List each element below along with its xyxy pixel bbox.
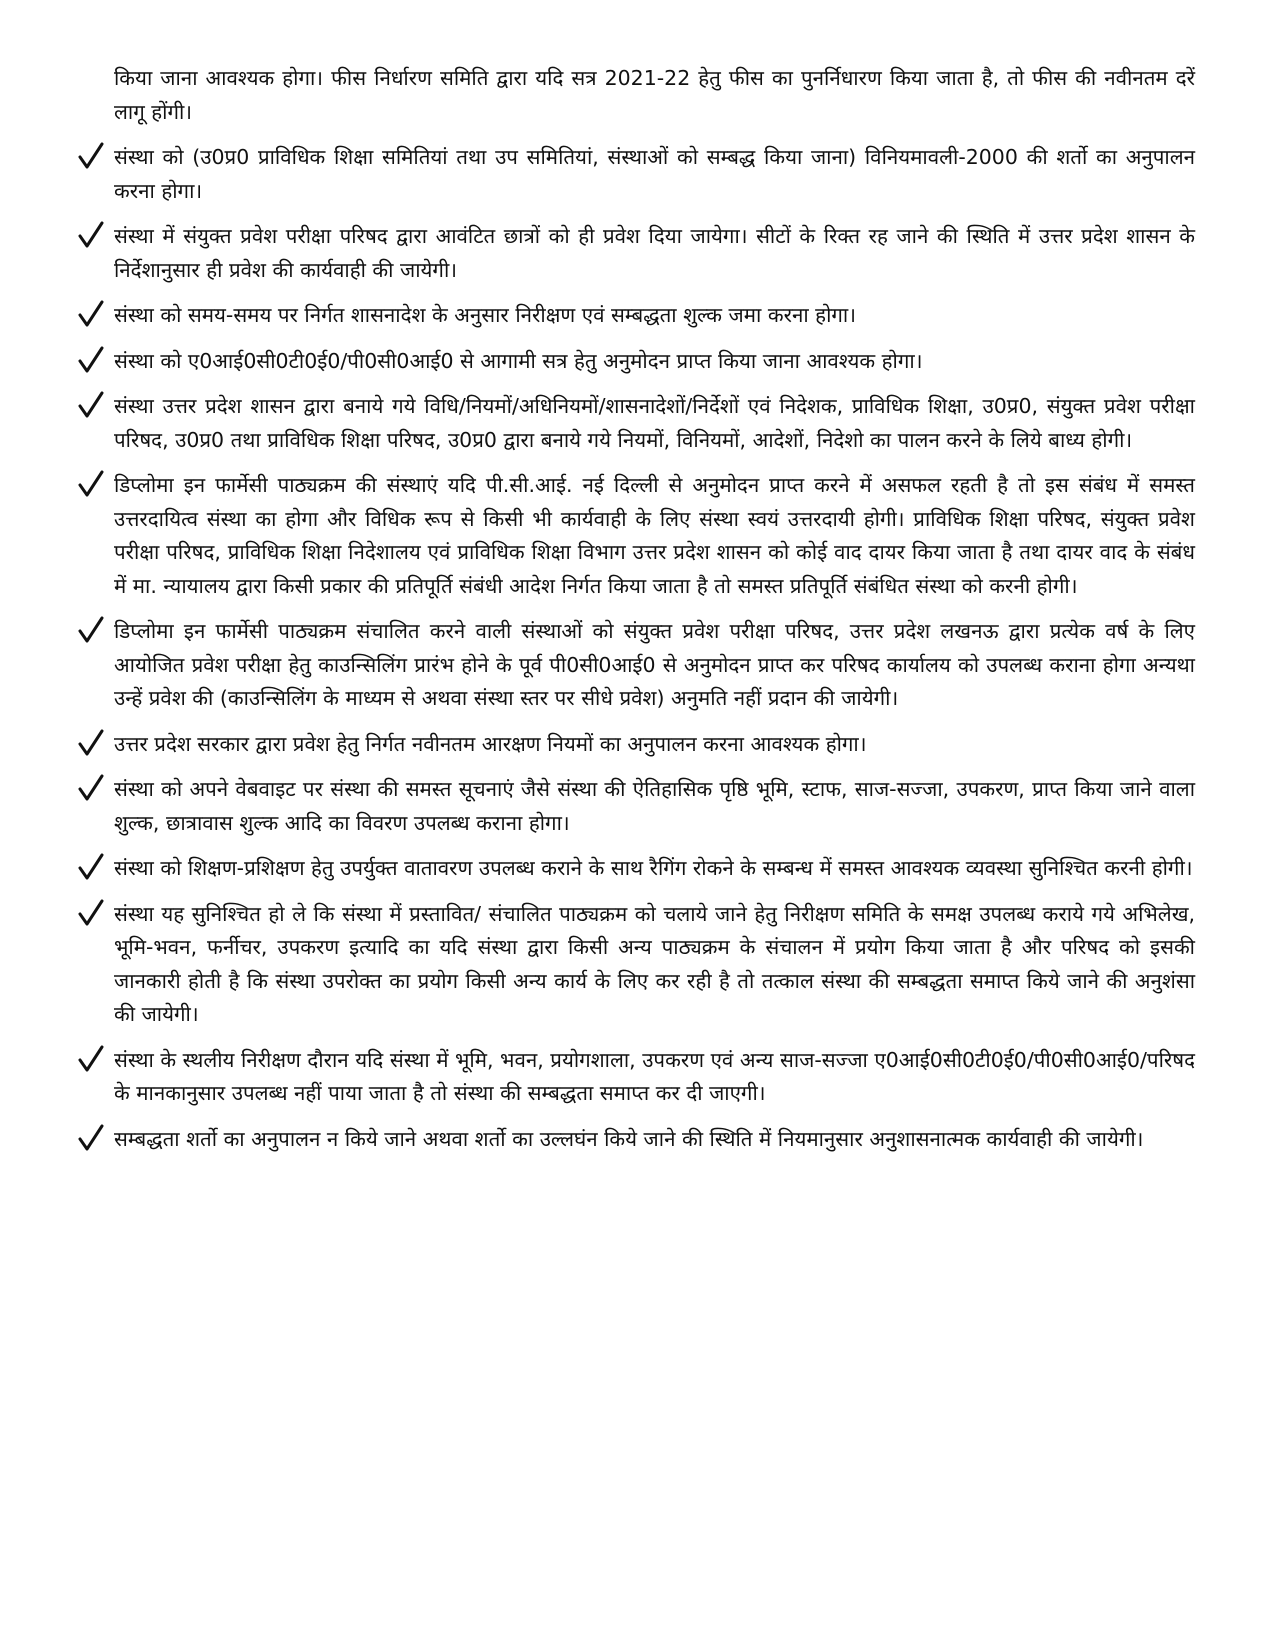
list-item: [78, 220, 1195, 287]
checkmark-icon: [78, 616, 104, 644]
list-item-text: संस्था को शिक्षण-प्रशिक्षण हेतु उपर्युक्त वातावरण उपलब्ध कराने के साथ रैगिंग रोकने के सम्बन्ध में समस्त आवश्यक व्यवस्था सुनिश्चित करनी होगी।: [114, 856, 1193, 880]
list-item: [78, 728, 1195, 762]
checkmark-icon: [78, 1045, 104, 1073]
list-item-text: संस्था में संयुक्त प्रवेश परीक्षा परिषद द्वारा आवंटित छात्रों को ही प्रवेश दिया जायेगा। सीटों के रिक्त रह जाने की स्थिति में उत्तर प्रदेश शासन के निर्देशानुसार ही प्रवेश की कार्यवाही की जायेगी।: [114, 224, 1195, 282]
list-item-text: संस्था को समय-समय पर निर्गत शासनादेश के अनुसार निरीक्षण एवं सम्बद्धता शुल्क जमा करना होगा।: [114, 303, 856, 327]
list-item-text: सम्बद्धता शर्तो का अनुपालन न किये जाने अथवा शर्तो का उल्लघंन किये जाने की स्थिति में नियमानुसार अनुशासनात्मक कार्यवाही की जायेगी।: [114, 1126, 1144, 1151]
list-item: [78, 773, 1195, 840]
list-item: [78, 345, 1195, 379]
list-item: [78, 1123, 1195, 1157]
list-item: [78, 469, 1195, 603]
list-item: [78, 299, 1195, 333]
intro-paragraph: किया जाना आवश्यक होगा। फीस निर्धारण समिति द्वारा यदि सत्र 2021-22 हेतु फीस का पुनर्निधारण किया जाता है, तो फीस की नवीनतम दरें लागू होंगी।: [114, 66, 1195, 124]
checkmark-icon: [78, 221, 104, 249]
list-item-text: डिप्लोमा इन फार्मेसी पाठ्यक्रम संचालित करने वाली संस्थाओं को संयुक्त प्रवेश परीक्षा परिषद, उत्तर प्रदेश लखनऊ द्वारा प्रत्येक वर्ष के लिए आयोजित प्रवेश परीक्षा हेतु काउन्सिलिंग प्रारंभ होने के पूर्व पी0सी0आई0 से अनुमोदन प्राप्त कर परिषद कार्यालय को उपलब्ध कराना होगा अन्यथा उन्हें प्रवेश की (काउन्सिलिंग के माध्यम से अथवा संस्था स्तर पर सीधे प्रवेश) अनुमति नहीं प्रदान की जायेगी।: [114, 619, 1195, 710]
list-item-text: संस्था उत्तर प्रदेश शासन द्वारा बनाये गये विधि/नियमों/अधिनियमों/शासनादेशों/निर्देशों एवं निदेशक, प्राविधिक शिक्षा, उ0प्र0, संयुक्त प्रवेश परीक्षा परिषद, उ0प्र0 तथा प्राविधिक शिक्षा परिषद, उ0प्र0 द्वारा बनाये गये नियमों, विनियमों, आदेशों, निदेशो का पालन करने के लिये बाध्य होगी।: [114, 394, 1195, 452]
list-item-text: उत्तर प्रदेश सरकार द्वारा प्रवेश हेतु निर्गत नवीनतम आरक्षण नियमों का अनुपालन करना आवश्यक होगा।: [114, 731, 867, 756]
checkmark-icon: [78, 470, 104, 498]
checkmark-icon: [78, 899, 104, 927]
checkmark-icon: [78, 300, 104, 328]
list-item-text: संस्था के स्थलीय निरीक्षण दौरान यदि संस्था में भूमि, भवन, प्रयोगशाला, उपकरण एवं अन्य साज-सज्जा ए0आई0सी0टी0ई0/पी0सी0आई0/परिषद के मानकानुसार उपलब्ध नहीं पाया जाता है तो संस्था की सम्बद्धता समाप्त कर दी जाएगी।: [114, 1047, 1195, 1105]
checkmark-icon: [78, 391, 104, 419]
list-item-text: डिप्लोमा इन फार्मेसी पाठ्यक्रम की संस्थाएं यदि पी.सी.आई. नई दिल्ली से अनुमोदन प्राप्त करने में असफल रहती है तो इस संबंध में समस्त उत्तरदायित्व संस्था का होगा और विधिक रूप से किसी भी कार्यवाही के लिए संस्था स्वयं उत्तरदायी होगी। प्राविधिक शिक्षा परिषद, संयुक्त प्रवेश परीक्षा परिषद, प्राविधिक शिक्षा निदेशालय एवं प्राविधिक शिक्षा विभाग उत्तर प्रदेश शासन को कोई वाद दायर किया जाता है तथा दायर वाद के संबंध में मा. न्यायालय द्वारा किसी प्रकार की प्रतिपूर्ति संबंधी आदेश निर्गत किया जाता है तो समस्त प्रतिपूर्ति संबंधित संस्था को करनी होगी।: [114, 473, 1195, 598]
list-item-text: संस्था यह सुनिश्चित हो ले कि संस्था में प्रस्तावित/ संचालित पाठ्यक्रम को चलाये जाने हेतु निरीक्षण समिति के समक्ष उपलब्ध कराये गये अभिलेख, भूमि-भवन, फर्नीचर, उपकरण इत्यादि का यदि संस्था द्वारा किसी अन्य पाठ्यक्रम के संचालन में प्रयोग किया जाता है और परिषद को इसकी जानकारी होती है कि संस्था उपरोक्त का प्रयोग किसी अन्य कार्य के लिए कर रही है तो तत्काल संस्था की सम्बद्धता समाप्त किये जाने की अनुशंसा की जायेगी।: [114, 901, 1195, 1026]
checkmark-icon: [78, 774, 104, 802]
list-item: [78, 141, 1195, 208]
list-item-text: संस्था को (उ0प्र0 प्राविधिक शिक्षा समितियां तथा उप समितियां, संस्थाओं को सम्बद्ध किया जाना) विनियमावली-2000 की शर्तो का अनुपालन करना होगा।: [114, 145, 1195, 203]
checkmark-icon: [78, 729, 104, 757]
list-item: [78, 390, 1195, 457]
checkmark-icon: [78, 853, 104, 881]
list-item: [78, 615, 1195, 716]
checkmark-icon: [78, 346, 104, 374]
list-item: [78, 1044, 1195, 1111]
checkmark-icon: [78, 1124, 104, 1152]
list-item-text: संस्था को अपने वेबवाइट पर संस्था की समस्त सूचनाएं जैसे संस्था की ऐतिहासिक पृष्ठि भूमि, स्टाफ, साज-सज्जा, उपकरण, प्राप्त किया जाने वाला शुल्क, छात्रावास शुल्क आदि का विवरण उपलब्ध कराना होगा।: [114, 777, 1195, 835]
list-item: [78, 852, 1195, 886]
checkmark-icon: [78, 142, 104, 170]
list-item: [78, 898, 1195, 1032]
list-item-text: संस्था को ए0आई0सी0टी0ई0/पी0सी0आई0 से आगामी सत्र हेतु अनुमोदन प्राप्त किया जाना आवश्यक होगा।: [114, 348, 923, 373]
